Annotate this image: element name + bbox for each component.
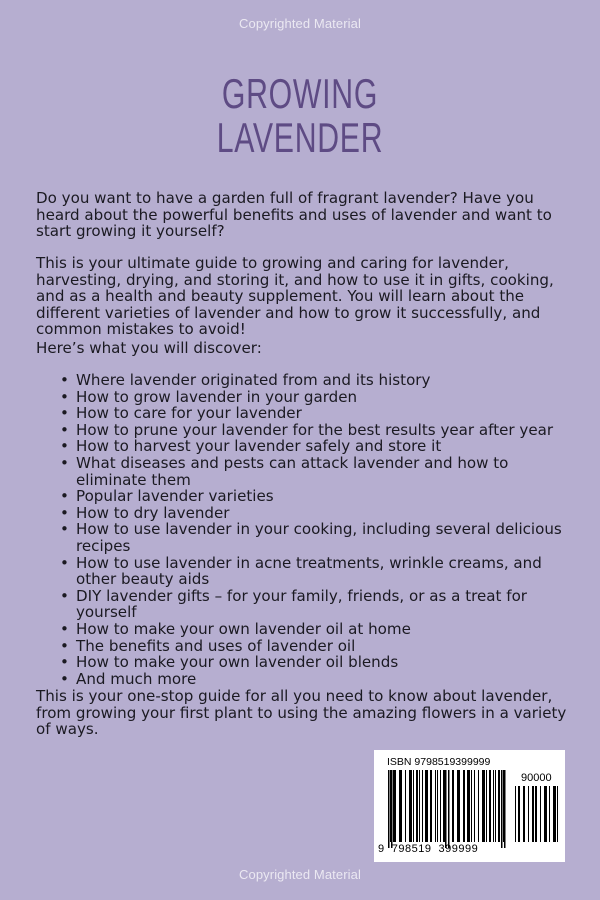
bullet-dot: • xyxy=(60,503,69,522)
feature-list-item xyxy=(36,654,576,671)
bullet-dot: • xyxy=(60,520,69,539)
feature-list-item-text: How to care for your lavender xyxy=(76,404,302,423)
isbn-digits: 9 798519 399999 xyxy=(378,843,479,855)
feature-list-item xyxy=(36,638,576,655)
feature-list-item-text: Where lavender originated from and its history xyxy=(76,371,431,389)
feature-list-item xyxy=(36,621,576,638)
bullet-dot: • xyxy=(60,636,69,655)
bullet-dot: • xyxy=(60,371,69,389)
bullet-dot: • xyxy=(60,669,69,688)
feature-list-item xyxy=(36,405,576,422)
feature-list-item xyxy=(36,438,576,455)
feature-list-item xyxy=(36,555,576,588)
feature-list-item-text: The benefits and uses of lavender oil xyxy=(76,636,356,655)
feature-list-item-text: How to use lavender in acne treatments, wrinkle creams, and other beauty aids xyxy=(76,553,542,589)
feature-list-item xyxy=(36,372,576,389)
feature-list-item-text: How to harvest your lavender safely and store it xyxy=(76,437,442,456)
isbn-barcode xyxy=(374,750,565,862)
feature-list-item xyxy=(36,455,576,488)
feature-list-item-text: How to make your own lavender oil at home xyxy=(76,619,411,638)
feature-list-item-text: What diseases and pests can attack lavender and how to eliminate them xyxy=(76,453,509,489)
title-line-1: GROWING xyxy=(221,70,379,117)
feature-list-item xyxy=(36,422,576,439)
feature-list-item xyxy=(36,389,576,406)
bullet-dot: • xyxy=(60,586,69,605)
feature-list-item-text: How to use lavender in your cooking, including several delicious recipes xyxy=(76,520,562,555)
feature-list-item xyxy=(36,488,576,505)
bullet-dot: • xyxy=(60,487,69,506)
bullet-dot: • xyxy=(60,387,69,406)
title-line-2: LAVENDER xyxy=(216,114,384,161)
bullet-dot: • xyxy=(60,420,69,439)
bullet-dot: • xyxy=(60,453,69,472)
feature-list-item-text: How to grow lavender in your garden xyxy=(76,387,358,406)
watermark-top: Copyrighted Material xyxy=(239,16,361,31)
feature-list-item-text: How to prune your lavender for the best results year after year xyxy=(76,420,554,439)
bullet-dot: • xyxy=(60,619,69,638)
feature-list-item xyxy=(36,671,576,688)
discover-heading: Here’s what you will discover: xyxy=(36,339,262,357)
feature-list xyxy=(36,372,576,687)
price-code: 90000 xyxy=(521,772,552,784)
feature-list-item-text: How to make your own lavender oil blends xyxy=(76,653,399,672)
bullet-dot: • xyxy=(60,553,69,572)
feature-list-item-text: Popular lavender varieties xyxy=(76,487,274,506)
bullet-dot: • xyxy=(60,437,69,456)
feature-list-item-text: How to dry lavender xyxy=(76,503,230,522)
bullet-dot: • xyxy=(60,653,69,672)
book-title xyxy=(84,72,516,160)
guide-paragraph: This is your ultimate guide to growing and caring for lavender, harvesting, drying, and storing it, and how to use it in gifts, cooking, and as a health and beauty supplement. You will learn about the different varieties of lavender and how to grow it successfully, and common mistakes to avoid! xyxy=(36,254,554,339)
isbn-label: ISBN 9798519399999 xyxy=(387,756,491,768)
closing-paragraph: This is your one-stop guide for all you need to know about lavender, from growing your first plant to using the amazing flowers in a variety of ways. xyxy=(36,687,567,739)
bullet-dot: • xyxy=(60,404,69,423)
feature-list-item xyxy=(36,521,576,554)
feature-list-item xyxy=(36,505,576,522)
feature-list-item-text: And much more xyxy=(76,669,197,688)
intro-paragraph: Do you want to have a garden full of fragrant lavender? Have you heard about the powerful benefits and uses of lavender and want to start growing it yourself? xyxy=(36,189,552,241)
feature-list-item-text: DIY lavender gifts – for your family, friends, or as a treat for yourself xyxy=(76,586,528,622)
watermark-bottom: Copyrighted Material xyxy=(239,867,361,882)
feature-list-item xyxy=(36,588,576,621)
